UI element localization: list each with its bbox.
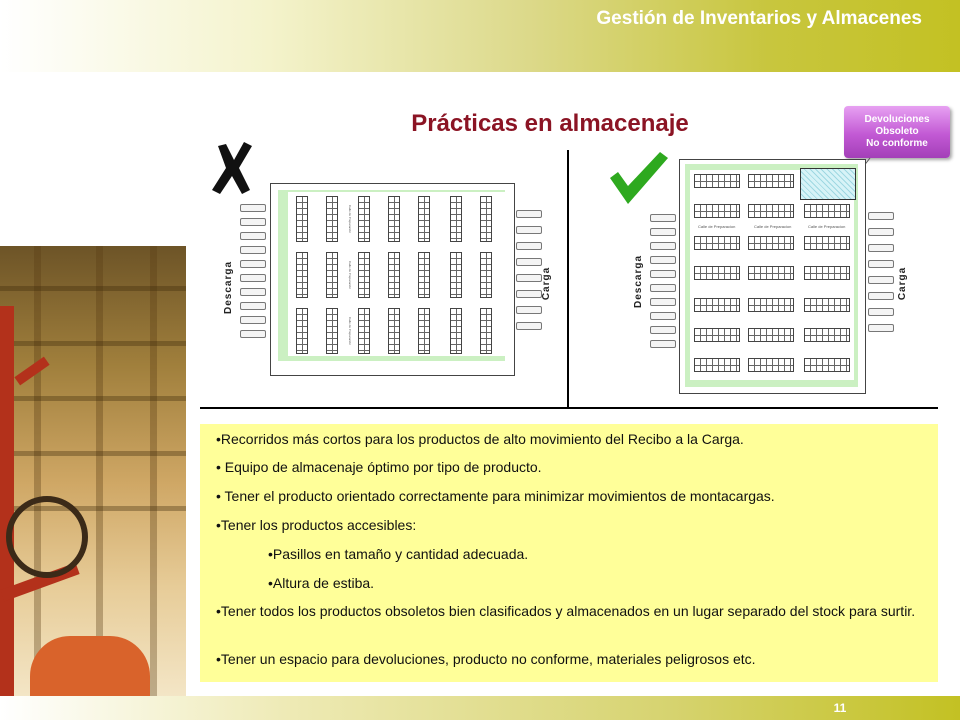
aisle-label: Calle de Preparacion [698,224,736,229]
aisle-label: Calle de Preparación [348,316,352,346]
x-mark-icon [208,140,258,196]
aisle-label: Calle de Preparación [348,260,352,290]
bullet-item: •Tener todos los productos obsoletos bien clasificados y almacenados en un lugar separado del stock para surtir. [216,603,916,619]
slide-title: Prácticas en almacenaje [411,110,689,137]
callout-line-2: Obsoleto [875,126,919,137]
page-number: 11 [833,701,847,715]
bad-layout-carga-label: Carga [541,266,553,301]
bullet-item: •Recorridos más cortos para los productos de alto movimiento del Recibo a la Carga. [216,431,744,447]
warehouse-forklift-photo [0,246,186,720]
good-layout-descarga-label: Descarga [633,254,645,309]
good-layout-carga-label: Carga [897,266,909,301]
bullet-item: •Tener un espacio para devoluciones, producto no conforme, materiales peligrosos etc. [216,651,756,667]
sub-bullet-item: •Altura de estiba. [268,575,375,591]
aisle-label: Calle de Preparacion [808,224,846,229]
bullet-item: • Tener el producto orientado correctamente para minimizar movimientos de montacargas. [216,488,775,504]
sub-bullet-item: •Pasillos en tamaño y cantidad adecuada. [268,546,529,562]
bad-layout-descarga-label: Descarga [223,260,235,315]
aisle-label: Calle de Preparacion [754,224,792,229]
callout-line-1: Devoluciones [864,114,930,125]
bullet-item: •Tener los productos accesibles: [216,517,417,533]
horizontal-divider [200,407,938,409]
practices-text-box [200,424,938,682]
callout-line-3: No conforme [866,138,928,149]
footer-band [0,696,960,720]
bullet-item: • Equipo de almacenaje óptimo por tipo de producto. [216,459,542,475]
check-mark-icon [606,148,670,206]
vertical-divider [567,150,569,408]
aisle-label: Calle de Preparación [348,204,352,234]
header-title: Gestión de Inventarios y Almacenes [596,8,922,29]
returns-obsolete-callout [844,106,950,158]
returns-zone [800,168,856,200]
